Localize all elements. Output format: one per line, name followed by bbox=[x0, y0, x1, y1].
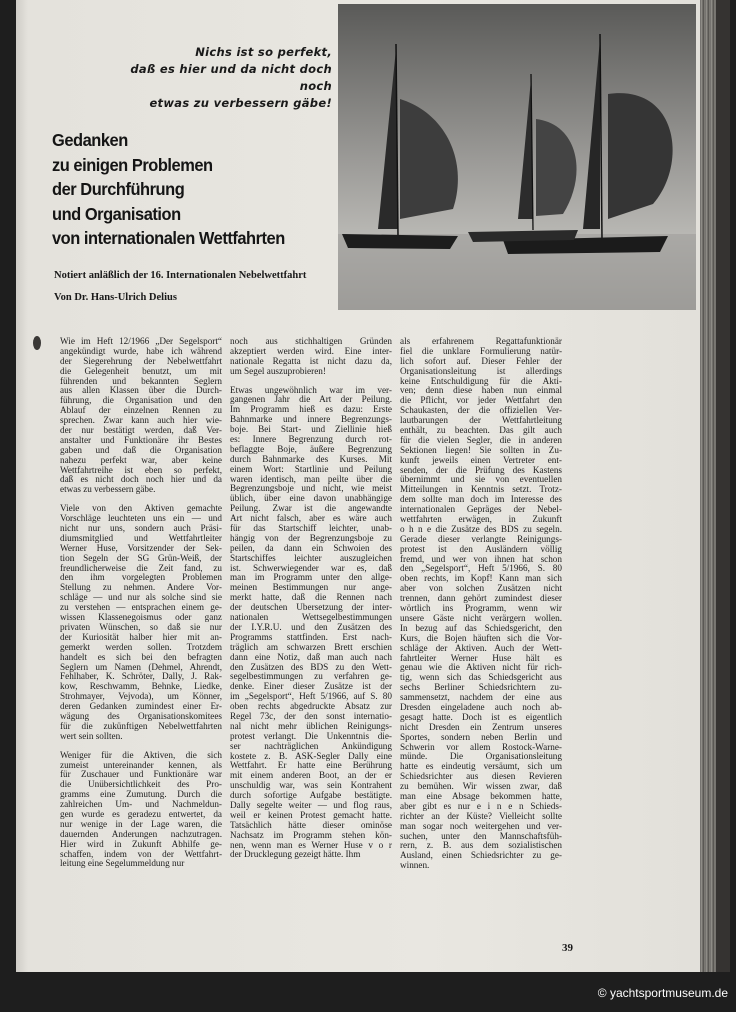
text-line: Bahnmarke und innere Begrenzungs- bbox=[230, 415, 392, 425]
watermark: © yachtsportmuseum.de bbox=[597, 986, 728, 1000]
text-line: dem sollte man doch im Interesse des bbox=[400, 495, 562, 505]
text-line: akzeptiert werden wird. Eine inter- bbox=[230, 346, 392, 356]
text-line: Hier wird in Zukunft Abhilfe ge- bbox=[60, 839, 222, 849]
text-line: richter an der Küste? Vielleicht sollte bbox=[400, 811, 562, 821]
text-line: den ihm vorgelegten Problemen bbox=[60, 573, 222, 583]
text-line: deren Gedanken zumindest einer Er- bbox=[60, 702, 222, 712]
text-line: Begrenzungsboje und nicht, wie meist bbox=[230, 484, 392, 494]
text-line: sechs Berliner Schiedsrichtern zu- bbox=[400, 683, 562, 693]
text-line: Nachsatz im Programm stehen kön- bbox=[230, 830, 392, 840]
paragraph bbox=[400, 337, 562, 871]
text-line: gaben und daß die Organisation bbox=[60, 445, 222, 455]
text-line: nal nicht mehr üblichen Reinigungs- bbox=[230, 721, 392, 731]
text-line: wettfahrten erwägen, in Zukunft bbox=[400, 515, 562, 525]
text-line: nationale Regatta ist nicht dazu da, bbox=[230, 356, 392, 366]
text-line: Sektionen liegen! Sie sollten in Zu- bbox=[400, 445, 562, 455]
text-line: leitung eine Segelummeldung nur bbox=[60, 859, 185, 869]
tagline-line: etwas zu verbessern gäbe! bbox=[149, 96, 332, 110]
text-line: für Zuschauer und Funktionäre war bbox=[60, 770, 222, 780]
text-line: aus allen Klassen über die Durch- bbox=[60, 386, 222, 396]
paragraph bbox=[60, 337, 222, 495]
sailboats-photo bbox=[338, 4, 696, 310]
article-subtitle: Notiert anläßlich der 16. Internationalen Nebelwettfahrt bbox=[54, 270, 307, 281]
text-column-3 bbox=[400, 337, 562, 880]
text-line: für das Startschiff leichter, unab- bbox=[230, 524, 392, 534]
text-line: weil er keinen Protest gemacht hatte. bbox=[230, 810, 392, 820]
text-line: Regel 73c, der den sonst internatio- bbox=[230, 711, 392, 721]
title-line: zu einigen Problemen bbox=[52, 154, 213, 175]
text-line: man eine Absage bekommen hatte, bbox=[400, 791, 562, 801]
text-line: zahlreichen Um- und Nachmeldun- bbox=[60, 800, 222, 810]
text-line: um Segel auszuprobieren! bbox=[230, 366, 326, 376]
text-column-2 bbox=[230, 337, 392, 869]
title-line: von internationalen Wettfahrten bbox=[52, 228, 285, 248]
text-line: wörtlich ins Programm, wenn wir bbox=[400, 604, 562, 614]
binding-shadow bbox=[716, 0, 730, 972]
text-line: mit einem anderen Boot, an der er bbox=[230, 771, 392, 781]
text-line: daß es nicht doch noch hier und da bbox=[60, 475, 222, 485]
text-line: segelbestimmungen zu verfahren ge- bbox=[230, 672, 392, 682]
text-line: Weniger für die Aktiven, die sich bbox=[60, 750, 222, 760]
text-line: zu verstehen — entsprachen einem ge- bbox=[60, 603, 222, 613]
text-line: hängig von der Begrenzungsboje zu bbox=[230, 533, 392, 543]
tagline-line: Nichs ist so perfekt, bbox=[195, 45, 332, 59]
text-line: nahezu perfekt war, aber keine bbox=[60, 455, 222, 465]
paragraph bbox=[60, 504, 222, 741]
text-line: Organisationsleitung ist allerdings bbox=[400, 366, 562, 376]
text-line: aber gibt es nur e i n e n Schieds- bbox=[400, 801, 562, 811]
text-line: dann eine Notiz, daß man auch nach bbox=[230, 652, 392, 662]
text-line: gramms eine Zumutung. Durch die bbox=[60, 790, 222, 800]
paragraph bbox=[230, 337, 392, 377]
text-line: Schwerin vor allem Rostock-Warne- bbox=[400, 742, 562, 752]
paragraph bbox=[230, 386, 392, 861]
text-line: den Zusätzen des BDS zu den Wett- bbox=[230, 662, 392, 672]
text-line: der nur bestätigt werden, daß Ver- bbox=[60, 426, 222, 436]
text-line: Wie im Heft 12/1966 „Der Segelsport“ bbox=[60, 337, 222, 346]
text-line: Schaukasten, der die offiziellen Ver- bbox=[400, 406, 562, 416]
text-line: Vorschläge leuchteten uns ein — und bbox=[60, 514, 222, 524]
text-line: gemerkt werden sollen. Trotzdem bbox=[60, 642, 222, 652]
text-line: einem Wort: Startlinie und Peilung bbox=[230, 464, 392, 474]
text-line: gesagt hatte. Doch ist es eigentlich bbox=[400, 712, 562, 722]
text-line: o h n e die Zusätze des BDS zu segeln. bbox=[400, 524, 562, 534]
article-title bbox=[52, 128, 315, 251]
text-line: die Gelegenheit benutzt, um mit bbox=[60, 366, 222, 376]
text-line: Dresden eingeladene auch noch ab- bbox=[400, 702, 562, 712]
text-line: sprechen. Zwar kann auch hier wie- bbox=[60, 416, 222, 426]
text-line: keine Entschuldigung für die Akti- bbox=[400, 376, 562, 386]
text-line: man sogar noch weitergehen und ver- bbox=[400, 821, 562, 831]
text-line: den „Segelsport“, Heft 5/1966, S. 80 bbox=[400, 564, 562, 574]
text-line: Peilung. Zwar ist die angewandte bbox=[230, 504, 392, 514]
text-line: dauernden Änderungen nachzutragen. bbox=[60, 829, 222, 839]
text-line: Seglern um Namen (Dehmel, Ahrendt, bbox=[60, 662, 222, 672]
text-line: handelt es sich bei den befragten bbox=[60, 652, 222, 662]
paragraph bbox=[60, 751, 222, 870]
text-line: Kurs, die Bojen häuften sich die Vor- bbox=[400, 633, 562, 643]
article-author: Von Dr. Hans-Ulrich Delius bbox=[54, 292, 177, 303]
text-line: der deutschen Übersetzung der inter- bbox=[230, 603, 392, 613]
text-line: protest verlangt. Die Unkenntnis die- bbox=[230, 731, 392, 741]
text-line: wägung des Organisationskomitees bbox=[60, 711, 222, 721]
text-line: Viele von den Aktiven gemachte bbox=[60, 504, 222, 514]
text-line: nicht Dresden ein Zentrum unseres bbox=[400, 722, 562, 732]
text-line: internationalen Gepräges der Nebel- bbox=[400, 505, 562, 515]
text-line: Schiedsrichter aus diesen Revieren bbox=[400, 772, 562, 782]
text-line: im „Segelsport“, Heft 5/1966, auf S. 80 bbox=[230, 692, 392, 702]
text-line: denke. Einer dieser Zusätze ist der bbox=[230, 682, 392, 692]
text-line: In bezug auf das Schiedsgericht, den bbox=[400, 623, 562, 633]
text-line: unsere Gäste nicht verärgern wollen. bbox=[400, 613, 562, 623]
text-line: diumsmitglied und Wettfahrtleiter bbox=[60, 533, 222, 543]
text-line: meinen Bestimmungen nur ange- bbox=[230, 583, 392, 593]
text-line: unschuldig war, was sein Kontrahent bbox=[230, 781, 392, 791]
text-line: Etwas ungewöhnlich war im ver- bbox=[230, 385, 392, 395]
text-line: noch aus stichhaltigen Gründen bbox=[230, 337, 392, 346]
tagline-line: daß es hier und da nicht doch noch bbox=[130, 62, 332, 93]
text-line: Fehlhaber, K. Schröter, Dally, J. Rak- bbox=[60, 672, 222, 682]
text-line: Gerade dieser verlangte Reinigungs- bbox=[400, 534, 562, 544]
text-line: schaffen, indem von der Wettfahrt- bbox=[60, 849, 222, 859]
text-line: kow, Reschwamm, Behnke, Liedke, bbox=[60, 682, 222, 692]
text-line: winnen. bbox=[400, 861, 430, 871]
text-line: waren identisch, man peilte über die bbox=[230, 474, 392, 484]
text-line: genau wie die Aktiven nicht für rich- bbox=[400, 663, 562, 673]
text-line: hatte es eindeutig versäumt, sich um bbox=[400, 762, 562, 772]
text-line: suchen, unter den Mannschaftsfüh- bbox=[400, 831, 562, 841]
text-line: es: Innere Begrenzung durch rot- bbox=[230, 435, 392, 445]
text-line: schläge — und nur als solche sind sie bbox=[60, 593, 222, 603]
text-line: privaten Wünschen, so daß sie nur bbox=[60, 622, 222, 632]
text-line: tig, wenn sich das Schiedsgericht aus bbox=[400, 673, 562, 683]
text-line: kostete z. B. ASK-Segler Dally eine bbox=[230, 751, 392, 761]
text-line: die Pflicht, vor jeder Wettfahrt den bbox=[400, 396, 562, 406]
text-line: als erfahrenem Regattafunktionär bbox=[400, 337, 562, 346]
text-line: oben rechts abgedruckte Absatz zur bbox=[230, 702, 392, 712]
text-line: Sportes, sondern neben Berlin und bbox=[400, 732, 562, 742]
text-line: peilen, da dann ein Schwoien des bbox=[230, 543, 392, 553]
text-line: gangenen Jahr die Art der Peilung. bbox=[230, 395, 392, 405]
text-line: tion Segeln der SG Grün-Weiß, der bbox=[60, 553, 222, 563]
text-line: zu bemühen. Wir wissen zwar, daß bbox=[400, 782, 562, 792]
text-line: boje. Bei Start- und Ziellinie hieß bbox=[230, 425, 392, 435]
text-line: nationalen Wettsegelbestimmungen bbox=[230, 613, 392, 623]
text-line: führung, die Organisation und den bbox=[60, 396, 222, 406]
text-line: lautbarungen der Wettfahrtleitung bbox=[400, 416, 562, 426]
title-line: der Durchführung bbox=[52, 179, 185, 199]
text-line: fahrtleiter Werner Huse hält es bbox=[400, 653, 562, 663]
text-line: der Siegerehrung der Nebelwettfahrt bbox=[60, 356, 222, 366]
text-line: münde. Die Organisationsleitung bbox=[400, 752, 562, 762]
text-line: die Unübersichtlichkeit des Pro- bbox=[60, 780, 222, 790]
text-line: übernimmt und sie von eventuellen bbox=[400, 475, 562, 485]
text-line: nicht nur uns, sondern auch Präsi- bbox=[60, 524, 222, 534]
text-column-1 bbox=[60, 337, 222, 878]
text-line: schläge der Aktiven. Auch der Wett- bbox=[400, 643, 562, 653]
text-line: üblich, über eine davon unabhängige bbox=[230, 494, 392, 504]
text-line: der I.Y.R.U. und den Zusätzen des bbox=[230, 622, 392, 632]
punch-hole bbox=[33, 336, 41, 350]
text-line: sammensetzt, nachdem der eine aus bbox=[400, 693, 562, 703]
text-line: wissen Klassenegoismus oder ganz bbox=[60, 613, 222, 623]
text-line: merkt hatte, daß die Rennen nach bbox=[230, 593, 392, 603]
text-line: Werner Huse, Vorsitzender der Sek- bbox=[60, 543, 222, 553]
text-line: angekündigt wurde, habe ich während bbox=[60, 346, 222, 356]
text-line: oben rechts, im Kopf! Kann man sich bbox=[400, 574, 562, 584]
text-line: senden, der die Prüfung des Kastens bbox=[400, 465, 562, 475]
text-line: ven; denn diese haben nun einmal bbox=[400, 386, 562, 396]
text-line: träglich am schwarzen Brett erschien bbox=[230, 642, 392, 652]
text-line: der Kuriosität halber hier mit an- bbox=[60, 632, 222, 642]
text-line: fiel die unklare Formulierung natür- bbox=[400, 346, 562, 356]
text-line: anstalter und Funktionäre ihr Bestes bbox=[60, 435, 222, 445]
text-line: durch Bahnmarke des Kurses. Mit bbox=[230, 454, 392, 464]
title-line: Gedanken bbox=[52, 130, 128, 150]
text-line: rern, z. B. aus dem sozialistischen bbox=[400, 841, 562, 851]
text-line: ser nachträglichen Ankündigung bbox=[230, 741, 392, 751]
text-line: lich sofort auf. Dieser Fehler der bbox=[400, 356, 562, 366]
text-line: ist. Schwerwiegender war es, daß bbox=[230, 563, 392, 573]
text-line: führenden und bekannten Seglern bbox=[60, 376, 222, 386]
text-line: Wettfahrtreihe ist eben so perfekt, bbox=[60, 465, 222, 475]
tagline bbox=[120, 44, 332, 112]
text-line: Ablauf der einzelnen Rennen zu bbox=[60, 406, 222, 416]
text-line: protest ist den Ausländern völlig bbox=[400, 544, 562, 554]
page-number: 39 bbox=[562, 942, 573, 954]
text-line: für die zukünftigen Nebelwettfahrten bbox=[60, 721, 222, 731]
text-line: man im Programm unter den allge- bbox=[230, 573, 392, 583]
text-line: nen, wenn man es Werner Huse v o r bbox=[230, 840, 392, 850]
text-line: Mitteilungen in Kenntnis setzt. Trotz- bbox=[400, 485, 562, 495]
text-line: Tatsächlich hätte dieser ominöse bbox=[230, 820, 392, 830]
text-line: aber von solchen Zusätzen nicht bbox=[400, 584, 562, 594]
text-line: durch sofortige Aufgabe bestätigte. bbox=[230, 791, 392, 801]
text-line: Dally segelte weiter — und flog raus, bbox=[230, 800, 392, 810]
text-line: enthält, zu beachten. Das gilt auch bbox=[400, 426, 562, 436]
title-line: und Organisation bbox=[52, 203, 181, 224]
text-line: Strohmayer, Vejvoda), um Könner, bbox=[60, 692, 222, 702]
text-line: der Drucklegung gezeigt hätte. Ihm bbox=[230, 850, 361, 860]
text-line: freundlicherweise die Zeit fand, zu bbox=[60, 563, 222, 573]
text-line: kunft jeweils einen Vertreter ent- bbox=[400, 455, 562, 465]
text-line: Im Programm hieß es dazu: Erste bbox=[230, 405, 392, 415]
text-line: für die vielen Segler, die in anderen bbox=[400, 435, 562, 445]
text-line: zumeist untereinander kennen, als bbox=[60, 760, 222, 770]
text-line: beflaggte Boje, äußere Begrenzung bbox=[230, 444, 392, 454]
text-line: Ausland, einen Schiedsrichter zu ge- bbox=[400, 851, 562, 861]
text-line: trennen, dann gehört zumindest dieser bbox=[400, 594, 562, 604]
text-line: Programms stattfinden. Erst nach- bbox=[230, 632, 392, 642]
text-line: Art nicht falsch, aber es wäre auch bbox=[230, 514, 392, 524]
text-line: wert sein sollten. bbox=[60, 731, 123, 741]
text-line: nur wenige in der Lage waren, die bbox=[60, 819, 222, 829]
text-line: Wettfahrt. Er hatte eine Berührung bbox=[230, 761, 392, 771]
text-line: gen wurde es geradezu entwertet, da bbox=[60, 809, 222, 819]
text-line: etwas zu verbessern gäbe. bbox=[60, 485, 156, 495]
text-line: Startschiffes leichter auszugleichen bbox=[230, 553, 392, 563]
text-line: fremd, und wer von ihnen hat schon bbox=[400, 554, 562, 564]
text-line: Stellung zu nehmen. Andere Vor- bbox=[60, 583, 222, 593]
